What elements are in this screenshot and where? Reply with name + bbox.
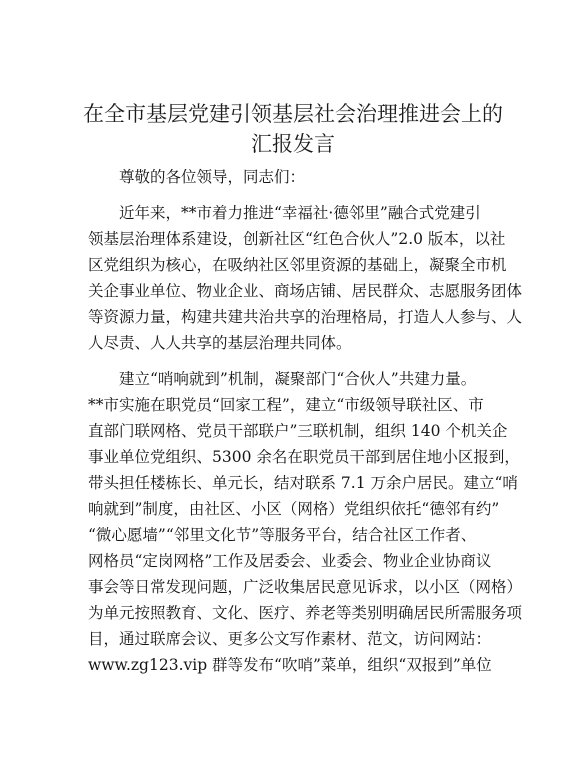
- paragraph-2-line: 事会等日常发现问题，广泛收集居民意见诉求，以小区（网格）: [88, 578, 523, 596]
- paragraph-2-line: www.zg123.vip 群等发布“吹哨”菜单，组织“双报到”单位: [88, 656, 492, 674]
- document-title-line-2: 汇报发言: [251, 132, 335, 156]
- paragraph-1-line: 人尽责、人人共享的基层治理共同体。: [88, 334, 352, 352]
- document-title-line-1: 在全市基层党建引领基层社会治理推进会上的: [83, 102, 503, 126]
- paragraph-2-line: 带头担任楼栋长、单元长，结对联系 7.1 万余户居民。建立“哨: [88, 474, 518, 492]
- paragraph-2-line: 事业单位党组织、5300 余名在职党员干部到居住地小区报到，: [88, 448, 520, 466]
- paragraph-2-line: 直部门联网格、党员干部联户”三联机制，组织 140 个机关企: [88, 422, 508, 440]
- paragraph-2-line: 响就到”制度，由社区、小区（网格）党组织依托“德邻有约”: [88, 500, 500, 518]
- paragraph-1-line: 近年来，**市着力推进“幸福社·德邻里”融合式党建引: [119, 204, 481, 222]
- paragraph-1-line: 领基层治理体系建设，创新社区“红色合伙人”2.0 版本，以社: [88, 230, 506, 248]
- paragraph-1-line: 等资源力量，构建共建共治共享的治理格局，打造人人参与、人: [88, 308, 523, 326]
- paragraph-2-line: 网格员“定岗网格”工作及居委会、业委会、物业企业协商议: [88, 552, 492, 570]
- paragraph-2-line: 为单元按照教育、文化、医疗、养老等类别明确居民所需服务项: [88, 604, 523, 622]
- paragraph-2-line: **市实施在职党员“回家工程”，建立“市级领导联社区、市: [88, 396, 484, 414]
- salutation: 尊敬的各位领导，同志们：: [119, 168, 306, 186]
- paragraph-1-line: 区党组织为核心，在吸纳社区邻里资源的基础上，凝聚全市机: [88, 256, 507, 274]
- paragraph-2-line: 目，通过联席会议、更多公文写作素材、范文，访问网站：: [88, 630, 492, 648]
- paragraph-2-line: 建立“哨响就到”机制，凝聚部门“合伙人”共建力量。: [119, 370, 477, 388]
- paragraph-2-line: “微心愿墙”“邻里文化节”等服务平台，结合社区工作者、: [88, 526, 477, 544]
- paragraph-1-line: 关企事业单位、物业企业、商场店铺、居民群众、志愿服务团体: [88, 282, 523, 300]
